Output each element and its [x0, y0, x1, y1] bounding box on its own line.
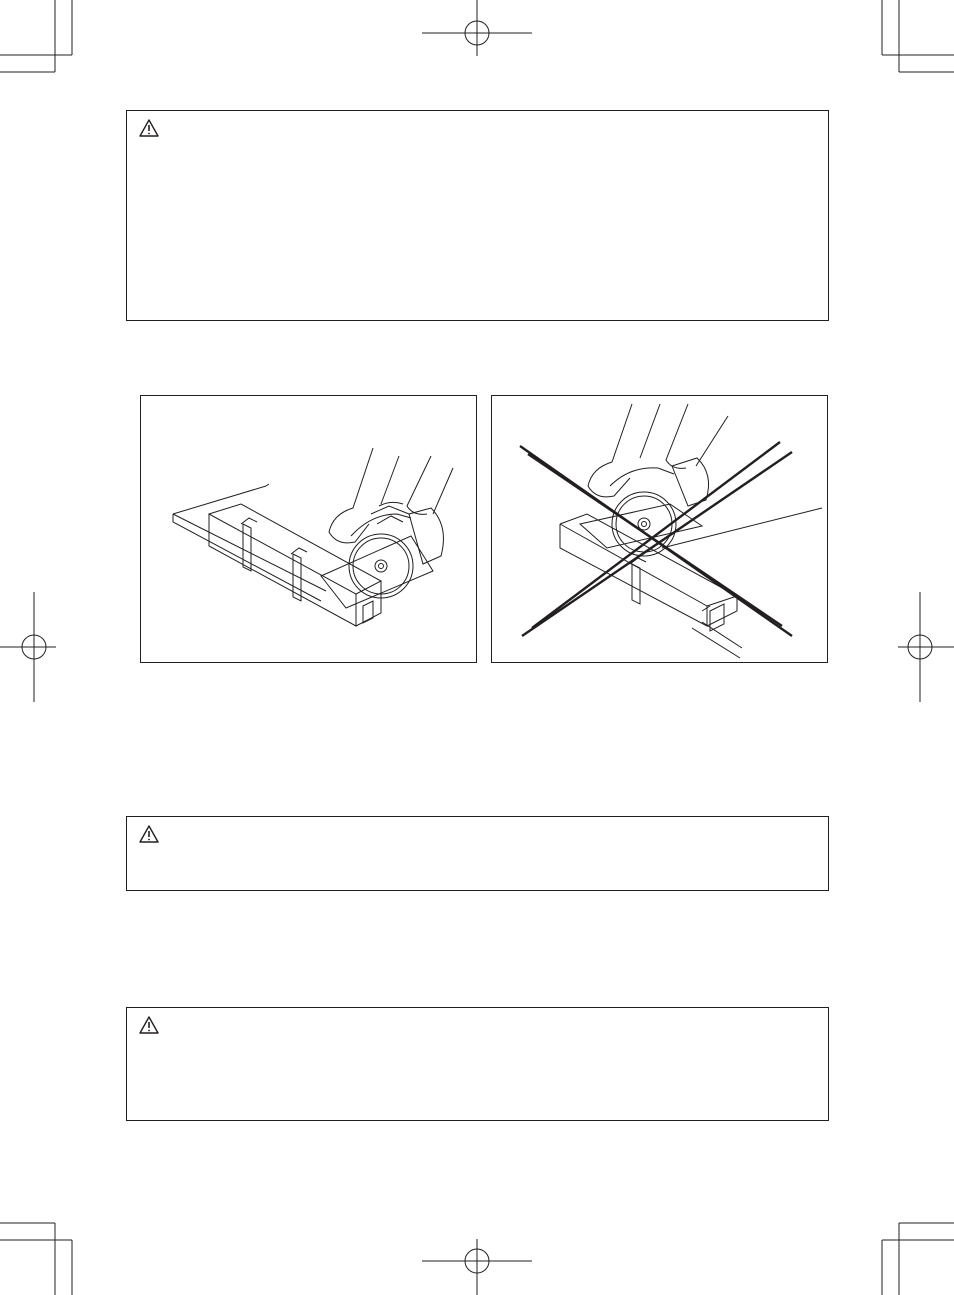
crosshair-target-top: [420, 0, 534, 60]
warning-box-1: [126, 110, 829, 321]
crop-mark-bottom-right: [874, 1215, 954, 1295]
warning-triangle-icon: [139, 1016, 159, 1034]
warning-triangle-icon: [139, 119, 159, 137]
figure-correct-usage: [140, 395, 477, 663]
figure-incorrect-usage: [491, 395, 828, 663]
circular-saw-cutting-illustration: [141, 396, 477, 663]
crosshair-target-bottom: [420, 1235, 534, 1295]
circular-saw-crossed-out-illustration: [492, 396, 828, 663]
crop-mark-top-right: [874, 0, 954, 80]
crosshair-target-right: [894, 590, 954, 704]
crop-mark-top-left: [0, 0, 80, 80]
warning-triangle-icon: [139, 825, 159, 843]
warning-box-2: [126, 816, 829, 891]
crop-mark-bottom-left: [0, 1215, 80, 1295]
warning-box-3: [126, 1007, 829, 1121]
crosshair-target-left: [0, 590, 60, 704]
